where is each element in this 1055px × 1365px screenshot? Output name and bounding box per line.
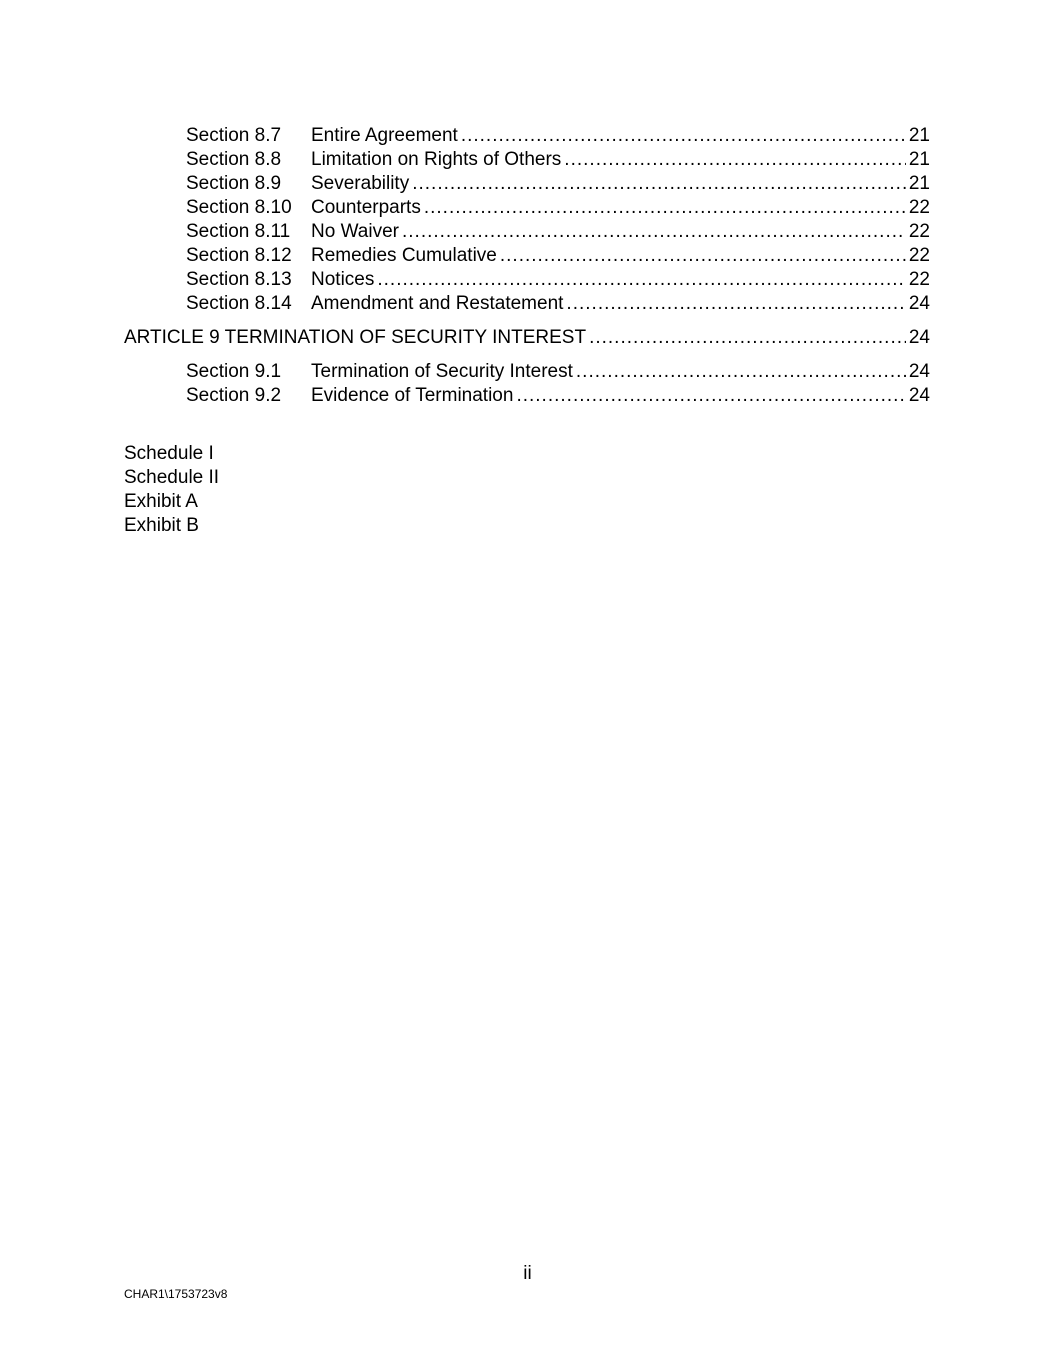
section-number: Section 8.11 [186, 221, 291, 242]
toc-article-entry [124, 326, 930, 350]
toc-entry [186, 196, 930, 220]
dot-leader [461, 124, 906, 148]
page-reference: 22 [908, 269, 930, 290]
section-number: Section 8.13 [186, 269, 292, 290]
toc-entry [186, 244, 930, 268]
section-number: Section 9.1 [186, 361, 282, 382]
section-title: Entire Agreement [311, 125, 458, 146]
section-title: Limitation on Rights of Others [311, 149, 562, 170]
dot-leader [412, 172, 906, 196]
toc-entry [186, 292, 930, 316]
dot-leader [576, 360, 906, 384]
toc-entry [186, 360, 930, 384]
dot-leader [516, 384, 905, 408]
toc-entry [186, 220, 930, 244]
toc-entry [186, 268, 930, 292]
section-title: Termination of Security Interest [311, 361, 573, 382]
attachment-schedule-i: Schedule I [124, 443, 214, 464]
document-id: CHAR1\1753723v8 [124, 1287, 228, 1301]
section-number: Section 8.12 [186, 245, 292, 266]
section-title: Evidence of Termination [311, 385, 514, 406]
dot-leader [402, 220, 906, 244]
page-number: ii [523, 1263, 532, 1284]
attachment-schedule-ii: Schedule II [124, 467, 220, 488]
section-number: Section 8.8 [186, 149, 282, 170]
toc-entry [186, 384, 930, 408]
page-reference: 24 [908, 327, 930, 348]
section-number: Section 9.2 [186, 385, 282, 406]
dot-leader [424, 196, 906, 220]
section-title: Amendment and Restatement [311, 293, 564, 314]
section-title: Severability [311, 173, 410, 194]
attachment-exhibit-a: Exhibit A [124, 491, 198, 512]
attachment-exhibit-b: Exhibit B [124, 515, 199, 536]
section-title: Counterparts [311, 197, 421, 218]
dot-leader [564, 148, 906, 172]
section-title: Notices [311, 269, 375, 290]
article-title: ARTICLE 9 TERMINATION OF SECURITY INTEREST [124, 327, 587, 348]
dot-leader [566, 292, 905, 316]
toc-entry [186, 124, 930, 148]
page-reference: 24 [908, 293, 930, 314]
page-reference: 21 [908, 173, 930, 194]
dot-leader [377, 268, 906, 292]
page-reference: 24 [908, 385, 930, 406]
page-reference: 22 [908, 245, 930, 266]
section-number: Section 8.14 [186, 293, 292, 314]
section-number: Section 8.7 [186, 125, 282, 146]
page-reference: 21 [908, 125, 930, 146]
section-title: No Waiver [311, 221, 399, 242]
page-reference: 24 [908, 361, 930, 382]
page-reference: 22 [908, 197, 930, 218]
section-number: Section 8.9 [186, 173, 282, 194]
page-reference: 22 [908, 221, 930, 242]
dot-leader [500, 244, 906, 268]
section-title: Remedies Cumulative [311, 245, 497, 266]
page-reference: 21 [908, 149, 930, 170]
toc-entry [186, 172, 930, 196]
toc-entry [186, 148, 930, 172]
section-number: Section 8.10 [186, 197, 292, 218]
dot-leader [589, 326, 906, 350]
